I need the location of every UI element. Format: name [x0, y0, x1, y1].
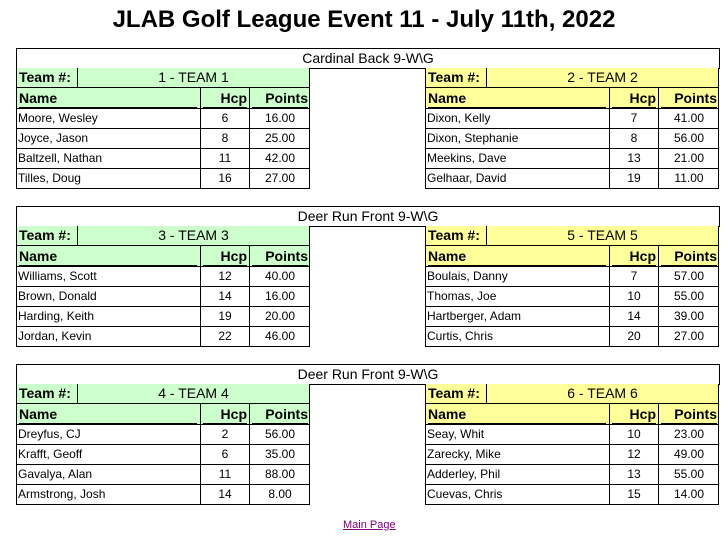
- player-hcp: 20: [627, 329, 641, 343]
- course-name: Deer Run Front 9-W\G: [16, 206, 720, 227]
- player-hcp: 6: [221, 447, 229, 461]
- player-name: Meekins, Dave: [427, 151, 507, 165]
- hcp-column-header: Hcp: [203, 247, 247, 266]
- player-row: [16, 129, 310, 149]
- hcp-column-header: Hcp: [612, 89, 656, 108]
- player-hcp: 15: [627, 487, 641, 501]
- player-points: 56.00: [673, 131, 705, 145]
- player-points: 55.00: [673, 467, 705, 481]
- team-label: Team #:: [428, 385, 480, 401]
- player-row: [425, 149, 719, 169]
- player-name: Dreyfus, CJ: [18, 427, 81, 441]
- player-name: Gelhaar, David: [427, 171, 507, 185]
- player-row: [425, 129, 719, 149]
- player-hcp: 10: [627, 289, 641, 303]
- player-points: 27.00: [673, 329, 705, 343]
- points-column-header: Points: [661, 405, 717, 424]
- team-name: 2 - TEAM 2: [567, 69, 638, 85]
- player-name: Moore, Wesley: [18, 111, 98, 125]
- name-column-header: Name: [428, 405, 606, 424]
- player-points: 56.00: [264, 427, 296, 441]
- player-hcp: 14: [218, 289, 232, 303]
- points-column-header: Points: [661, 247, 717, 266]
- name-column-header: Name: [428, 89, 606, 108]
- team-header: [425, 226, 719, 246]
- player-points: 27.00: [264, 171, 296, 185]
- team-name: 6 - TEAM 6: [567, 385, 638, 401]
- main-page-link[interactable]: Main Page: [343, 519, 396, 531]
- player-name: Williams, Scott: [18, 269, 97, 283]
- player-name: Harding, Keith: [18, 309, 95, 323]
- player-row: [425, 465, 719, 485]
- player-hcp: 19: [218, 309, 232, 323]
- team-label: Team #:: [19, 385, 71, 401]
- player-points: 42.00: [264, 151, 296, 165]
- player-points: 16.00: [264, 289, 296, 303]
- team-table-left: [16, 226, 310, 347]
- player-hcp: 19: [627, 171, 641, 185]
- team-table-left: [16, 68, 310, 189]
- course-name: Deer Run Front 9-W\G: [16, 364, 720, 385]
- player-name: Gavalya, Alan: [18, 467, 93, 481]
- player-hcp: 22: [218, 329, 232, 343]
- player-name: Boulais, Danny: [427, 269, 508, 283]
- team-name: 3 - TEAM 3: [158, 227, 229, 243]
- player-hcp: 2: [221, 427, 229, 441]
- player-points: 16.00: [264, 111, 296, 125]
- player-hcp: 6: [221, 111, 229, 125]
- player-row: [425, 169, 719, 189]
- player-name: Thomas, Joe: [427, 289, 497, 303]
- name-column-header: Name: [428, 247, 606, 266]
- player-name: Zarecky, Mike: [427, 447, 501, 461]
- player-points: 23.00: [673, 427, 705, 441]
- player-name: Baltzell, Nathan: [18, 151, 103, 165]
- player-hcp: 8: [630, 131, 638, 145]
- player-hcp: 12: [627, 447, 641, 461]
- team-table-left: [16, 384, 310, 505]
- player-row: [16, 485, 310, 505]
- hcp-column-header: Hcp: [203, 89, 247, 108]
- hcp-column-header: Hcp: [612, 247, 656, 266]
- player-hcp: 11: [218, 151, 232, 165]
- player-name: Krafft, Geoff: [18, 447, 83, 461]
- column-header-row: [425, 246, 719, 267]
- player-name: Joyce, Jason: [18, 131, 89, 145]
- player-points: 55.00: [673, 289, 705, 303]
- team-header: [425, 68, 719, 88]
- team-label: Team #:: [428, 69, 480, 85]
- player-hcp: 12: [218, 269, 232, 283]
- name-column-header: Name: [19, 405, 197, 424]
- player-name: Dixon, Stephanie: [427, 131, 519, 145]
- column-header-row: [16, 404, 310, 425]
- player-name: Dixon, Kelly: [427, 111, 491, 125]
- page-title: JLAB Golf League Event 11 - July 11th, 2022: [112, 6, 616, 33]
- points-column-header: Points: [252, 89, 308, 108]
- player-hcp: 16: [218, 171, 232, 185]
- player-points: 11.00: [674, 171, 704, 185]
- player-points: 20.00: [264, 309, 296, 323]
- name-column-header: Name: [19, 247, 197, 266]
- player-points: 49.00: [673, 447, 705, 461]
- player-points: 25.00: [264, 131, 296, 145]
- player-name: Jordan, Kevin: [18, 329, 92, 343]
- team-name: 4 - TEAM 4: [158, 385, 229, 401]
- player-row: [425, 425, 719, 445]
- player-row: [16, 425, 310, 445]
- player-name: Armstrong, Josh: [18, 487, 106, 501]
- player-row: [16, 109, 310, 129]
- player-name: Seay, Whit: [427, 427, 485, 441]
- player-row: [16, 307, 310, 327]
- player-points: 40.00: [264, 269, 296, 283]
- player-row: [16, 445, 310, 465]
- player-row: [425, 485, 719, 505]
- team-label: Team #:: [428, 227, 480, 243]
- team-label: Team #:: [19, 227, 71, 243]
- course-name: Cardinal Back 9-W\G: [16, 48, 720, 69]
- player-name: Tilles, Doug: [18, 171, 81, 185]
- player-points: 39.00: [673, 309, 705, 323]
- player-row: [16, 267, 310, 287]
- team-header: [16, 226, 310, 246]
- player-row: [425, 327, 719, 347]
- column-header-row: [16, 246, 310, 267]
- player-hcp: 13: [627, 467, 641, 481]
- team-header: [425, 384, 719, 404]
- column-header-row: [425, 88, 719, 109]
- team-label: Team #:: [19, 69, 71, 85]
- player-hcp: 14: [627, 309, 641, 323]
- player-row: [425, 109, 719, 129]
- points-column-header: Points: [661, 89, 717, 108]
- player-name: Adderley, Phil: [427, 467, 501, 481]
- player-hcp: 13: [627, 151, 641, 165]
- player-row: [425, 445, 719, 465]
- name-column-header: Name: [19, 89, 197, 108]
- player-row: [16, 169, 310, 189]
- player-hcp: 7: [630, 269, 638, 283]
- player-hcp: 8: [221, 131, 229, 145]
- player-points: 35.00: [264, 447, 296, 461]
- team-name: 1 - TEAM 1: [158, 69, 229, 85]
- player-name: Curtis, Chris: [427, 329, 494, 343]
- column-header-row: [16, 88, 310, 109]
- player-hcp: 14: [218, 487, 232, 501]
- team-table-right: [425, 226, 719, 347]
- player-points: 21.00: [673, 151, 705, 165]
- hcp-column-header: Hcp: [612, 405, 656, 424]
- player-row: [16, 327, 310, 347]
- player-name: Hartberger, Adam: [427, 309, 522, 323]
- player-points: 57.00: [673, 269, 705, 283]
- player-name: Brown, Donald: [18, 289, 97, 303]
- player-name: Cuevas, Chris: [427, 487, 503, 501]
- team-table-right: [425, 68, 719, 189]
- team-name: 5 - TEAM 5: [567, 227, 638, 243]
- player-points: 8.00: [268, 487, 292, 501]
- points-column-header: Points: [252, 405, 308, 424]
- player-points: 14.00: [673, 487, 705, 501]
- player-row: [16, 287, 310, 307]
- player-hcp: 10: [627, 427, 641, 441]
- points-column-header: Points: [252, 247, 308, 266]
- team-header: [16, 68, 310, 88]
- player-points: 41.00: [673, 111, 705, 125]
- hcp-column-header: Hcp: [203, 405, 247, 424]
- team-table-right: [425, 384, 719, 505]
- column-header-row: [425, 404, 719, 425]
- player-row: [16, 149, 310, 169]
- player-row: [425, 307, 719, 327]
- player-hcp: 11: [218, 467, 232, 481]
- player-points: 46.00: [264, 329, 296, 343]
- player-row: [16, 465, 310, 485]
- player-row: [425, 267, 719, 287]
- player-row: [425, 287, 719, 307]
- player-points: 88.00: [264, 467, 296, 481]
- player-hcp: 7: [630, 111, 638, 125]
- team-header: [16, 384, 310, 404]
